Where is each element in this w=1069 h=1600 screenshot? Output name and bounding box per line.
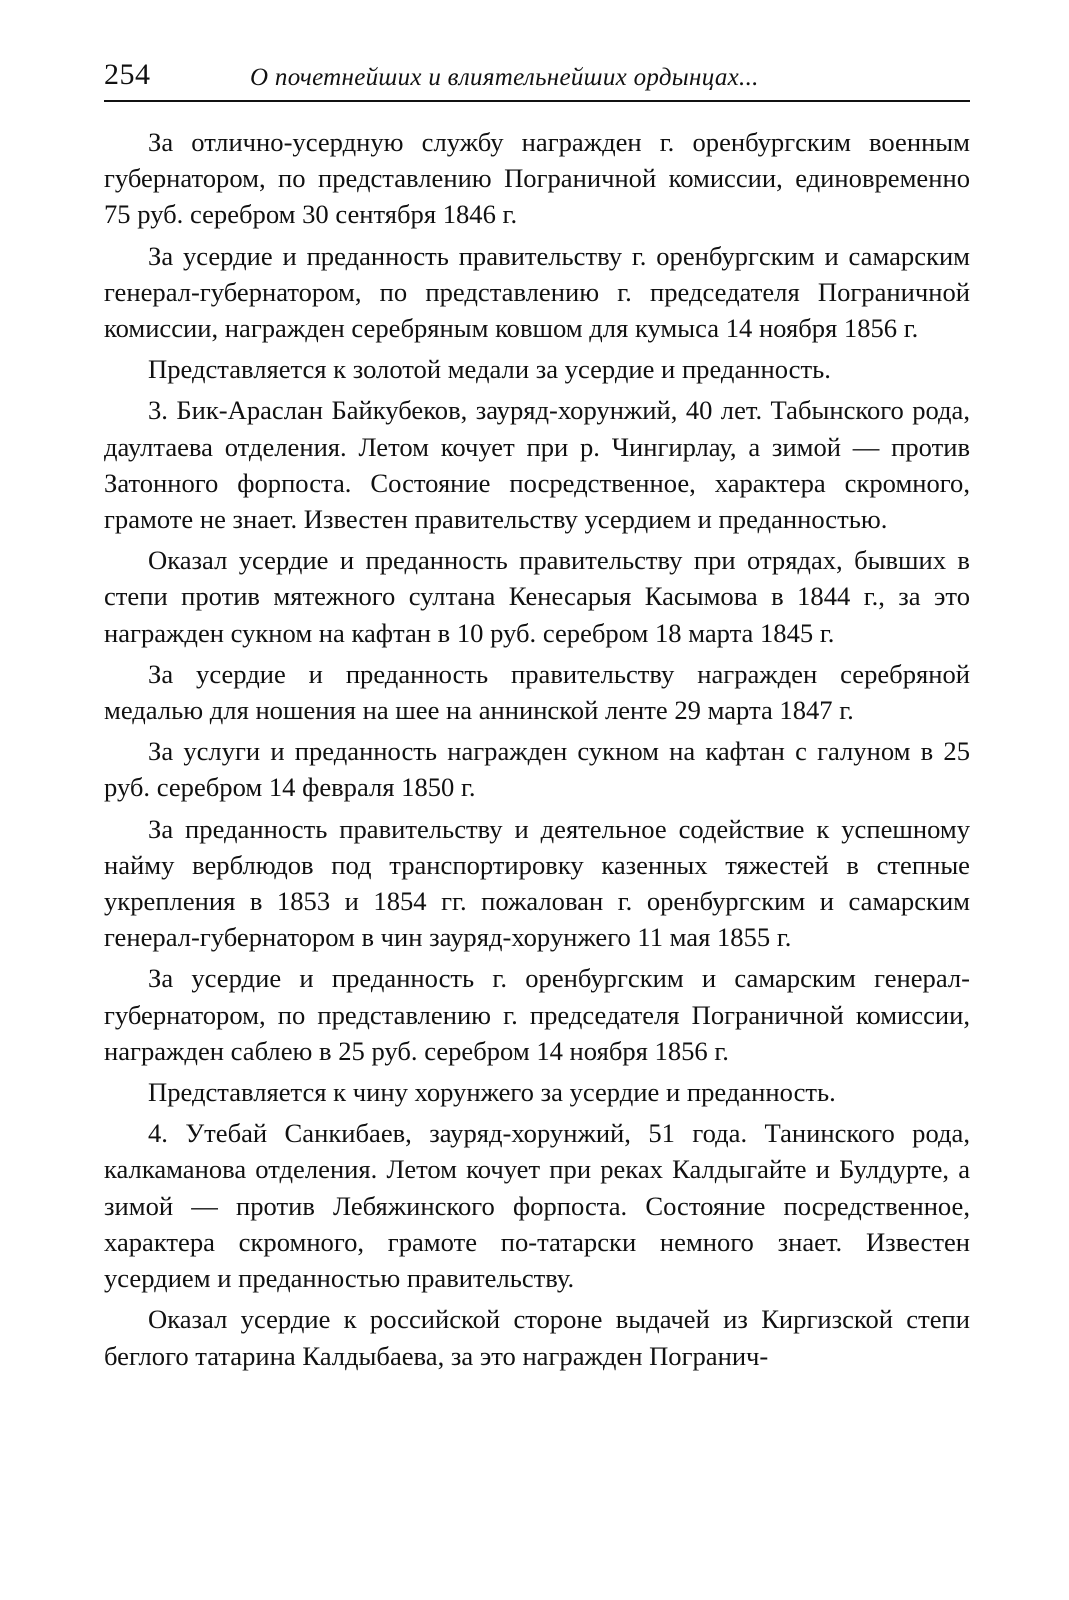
paragraph-9: За усердие и преданность г. оренбургским и самарским генерал-губернатором, по представлению г. председателя Пограничной комиссии, награжден саблею в 25 руб. серебром 14 ноября 1856 г. <box>104 963 970 1066</box>
page-header <box>104 56 970 102</box>
paragraph-10: Представляется к чину хорунжего за усердие и преданность. <box>148 1077 836 1108</box>
paragraph-11: 4. Утебай Санкибаев, зауряд-хорунжий, 51 года. Танинского рода, калкаманова отделения. Летом кочует при реках Калдыгайте и Булдурте, а зимой — против Лебяжинского форпоста. Состояние посредственное, характера скромного, грамоте по-татарски немного знает. Известен усердием и преданностью правительству. <box>104 1118 970 1294</box>
book-page <box>104 56 970 1379</box>
paragraph-7: За услуги и преданность награжден сукном на кафтан с галуном в 25 руб. серебром 14 февраля 1850 г. <box>104 736 970 803</box>
paragraph-4: 3. Бик-Араслан Байкубеков, зауряд-хорунжий, 40 лет. Табынского рода, даултаева отделения. Летом кочует при р. Чингирлау, а зимой — против Затонного форпоста. Состояние посредственное, характера скромного, грамоте не знает. Известен правительству усердием и преданностью. <box>104 395 970 535</box>
paragraph-3: Представляется к золотой медали за усердие и преданность. <box>148 354 831 385</box>
paragraph-5: Оказал усердие и преданность правительству при отрядах, бывших в степи против мятежного султана Кенесарыя Касымова в 1844 г., за это награжден сукном на кафтан в 10 руб. серебром 18 марта 1845 г. <box>104 545 970 648</box>
paragraph-12: Оказал усердие к российской стороне выдачей из Киргизской степи беглого татарина Калдыбаева, за это награжден Погранич- <box>104 1304 970 1371</box>
paragraph-8: За преданность правительству и деятельное содействие к успешному найму верблюдов под транспортировку казенных тяжестей в степные укрепления в 1853 и 1854 гг. пожалован г. оренбургским и самарским генерал-губернатором в чин зауряд-хорунжего 11 мая 1855 г. <box>104 813 970 953</box>
paragraph-6: За усердие и преданность правительству награжден серебряной медалью для ношения на шее на аннинской ленте 29 марта 1847 г. <box>104 658 970 726</box>
body-text <box>104 124 970 1374</box>
page-number: 254 <box>104 58 151 91</box>
paragraph-2: За усердие и преданность правительству г. оренбургским и самарским генерал-губернатором, по представлению г. председателя Пограничной комиссии, награжден серебряным ковшом для кумыса 14 ноября 1856 г. <box>104 240 970 344</box>
paragraph-1: За отлично-усердную службу награжден г. оренбургским военным губернатором, по представлению Пограничной комиссии, единовременно 75 руб. серебром 30 сентября 1846 г. <box>104 127 970 230</box>
running-title: О почетнейших и влиятельнейших ордынцах... <box>250 64 759 91</box>
